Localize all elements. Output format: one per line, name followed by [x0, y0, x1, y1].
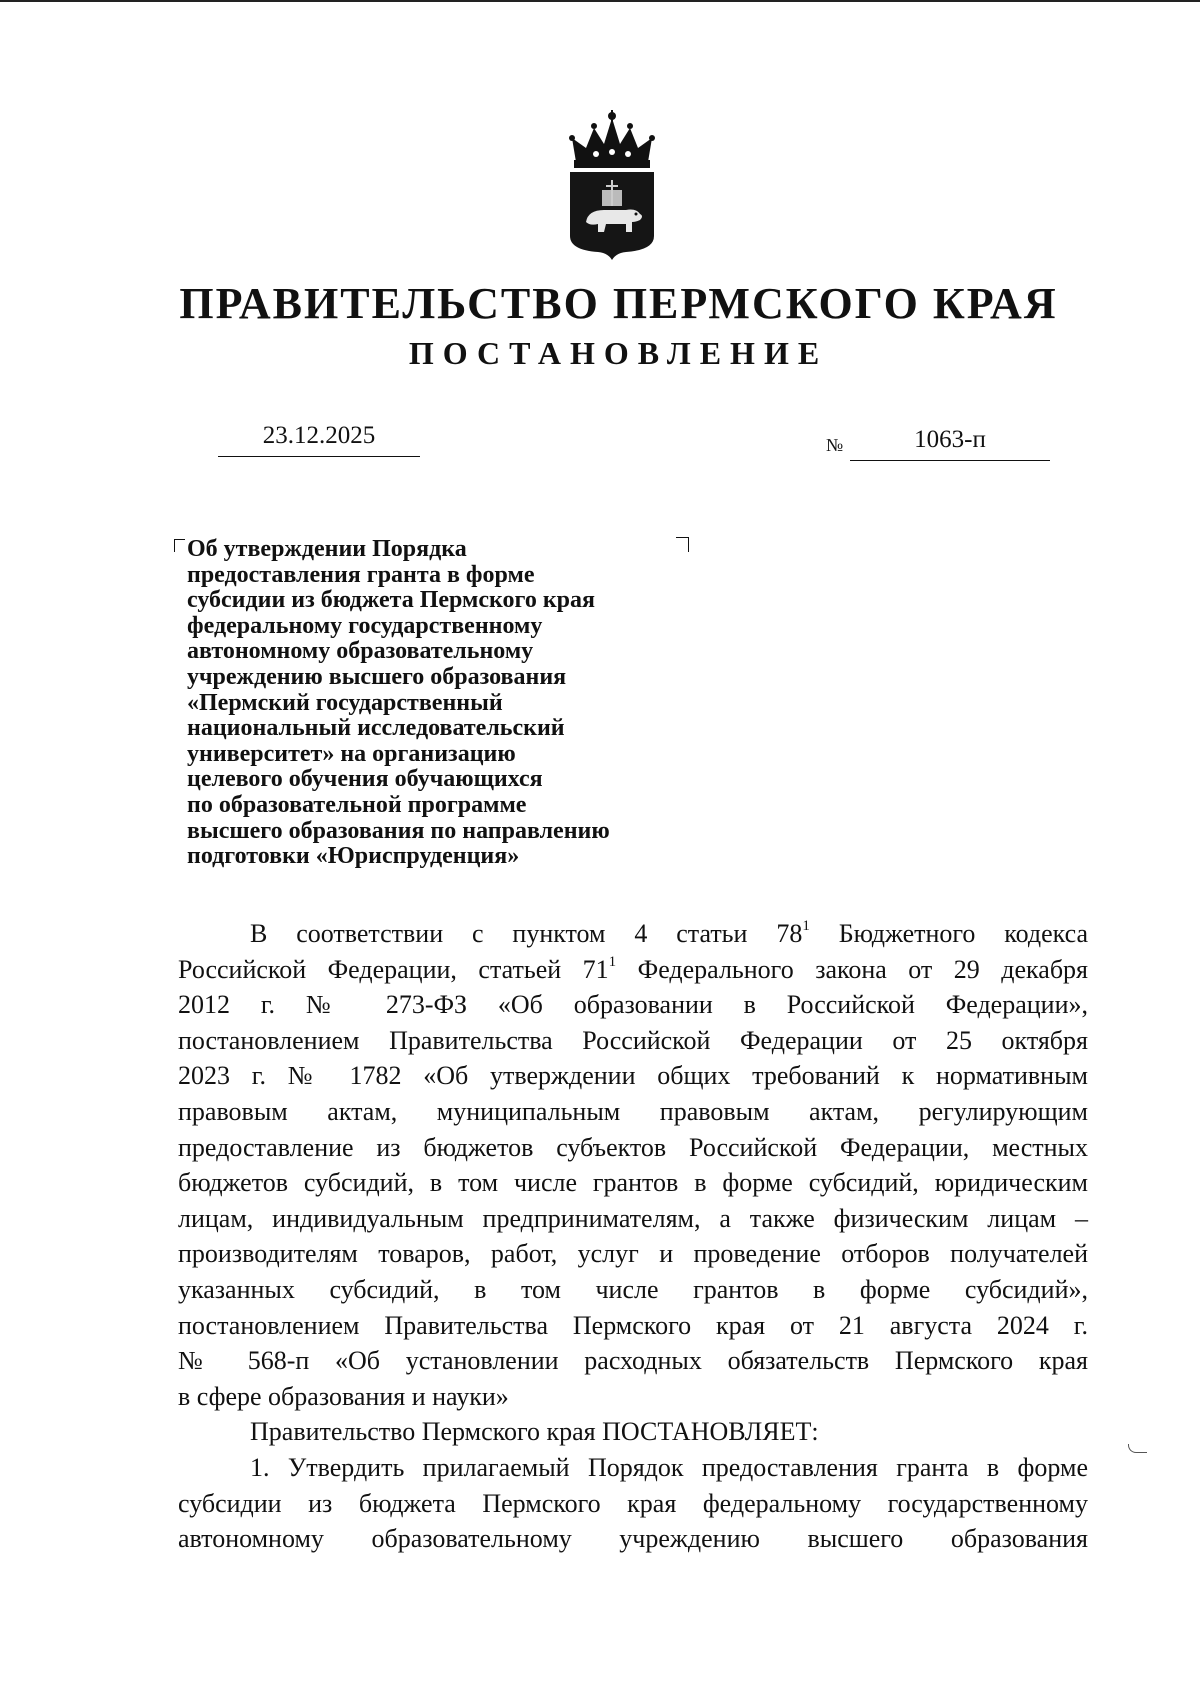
body-line: предоставление из бюджетов субъектов Российской Федерации, местных	[178, 1132, 1088, 1162]
subject-line: по образовательной программе	[187, 791, 527, 818]
perm-krai-coat-of-arms-icon	[566, 110, 658, 262]
body-line	[178, 916, 1088, 952]
body-line: № 568-п «Об установлении расходных обязательств Пермского края	[178, 1346, 1088, 1376]
body-line: правовым актам, муниципальным правовым актам, регулирующим	[178, 1096, 1088, 1126]
body-text-fragment: Федерального закона от 29 декабря	[616, 954, 1089, 984]
subject-corner-left	[174, 539, 185, 552]
superscript: 1	[608, 953, 617, 970]
subject-line: учреждению высшего образования	[187, 663, 567, 690]
body-line: бюджетов субсидий, в том числе грантов в форме субсидий, юридическим	[178, 1168, 1088, 1198]
body-line: 2012 г. № 273-ФЗ «Об образовании в Российской Федерации»,	[178, 990, 1088, 1020]
body-line: указанных субсидий, в том числе грантов в форме субсидий»,	[178, 1274, 1088, 1304]
body-line: производителям товаров, работ, услуг и проведение отборов получателей	[178, 1239, 1088, 1269]
subject-line: национальный исследовательский	[187, 715, 565, 742]
subject-line: автономному образовательному	[187, 638, 534, 665]
page-top-edge	[0, 0, 1200, 2]
document-type: ПОСТАНОВЛЕНИЕ	[408, 335, 829, 371]
subject-line: федеральному государственному	[187, 612, 543, 639]
subject-line: целевого обучения обучающихся	[187, 766, 543, 793]
body-line: постановлением Правительства Российской Федерации от 25 октября	[178, 1025, 1088, 1055]
body-line: 2023 г. № 1782 «Об утверждении общих требований к нормативным	[178, 1061, 1088, 1091]
document-date: 23.12.2025	[218, 422, 420, 457]
paragraph-resolves: Правительство Пермского края ПОСТАНОВЛЯЕТ:	[250, 1417, 819, 1447]
number-sign: №	[826, 435, 844, 455]
subject-line: предоставления гранта в форме	[187, 561, 535, 588]
subject-line: Об утверждении Порядка	[187, 536, 467, 562]
subject-line: университет» на организацию	[187, 740, 516, 767]
body-text-fragment: Бюджетного кодекса	[809, 919, 1088, 948]
superscript: 1	[802, 918, 810, 934]
body-text-fragment: Российской Федерации, статьей 71	[178, 954, 609, 984]
scan-artifact	[1128, 1444, 1147, 1453]
subject-line: подготовки «Юриспруденция»	[187, 843, 520, 870]
body-line: автономному образовательному учреждению высшего образования	[178, 1524, 1088, 1554]
subject-line: «Пермский государственный	[187, 689, 503, 716]
body-line: 1. Утвердить прилагаемый Порядок предоставления гранта в форме	[250, 1452, 1088, 1482]
paragraph-item-1	[178, 1450, 1088, 1557]
document-number: 1063-п	[850, 426, 1050, 461]
government-title: ПРАВИТЕЛЬСТВО ПЕРМСКОГО КРАЯ	[179, 279, 1058, 328]
subject-line: высшего образования по направлению	[187, 817, 610, 844]
body-line: в сфере образования и науки»	[178, 1381, 509, 1411]
paragraph-basis	[178, 916, 1088, 1414]
body-line	[178, 952, 1088, 988]
body-line: постановлением Правительства Пермского края от 21 августа 2024 г.	[178, 1310, 1088, 1340]
body-text-fragment: В соответствии с пунктом 4 статьи 78	[250, 919, 803, 948]
document-body	[178, 916, 1088, 1557]
document-subject	[187, 537, 707, 870]
subject-line: субсидии из бюджета Пермского края	[187, 587, 595, 614]
document-number-block	[826, 426, 1050, 461]
body-line: лицам, индивидуальным предпринимателям, а также физическим лицам –	[178, 1203, 1088, 1233]
body-line: субсидии из бюджета Пермского края федеральному государственному	[178, 1488, 1088, 1518]
